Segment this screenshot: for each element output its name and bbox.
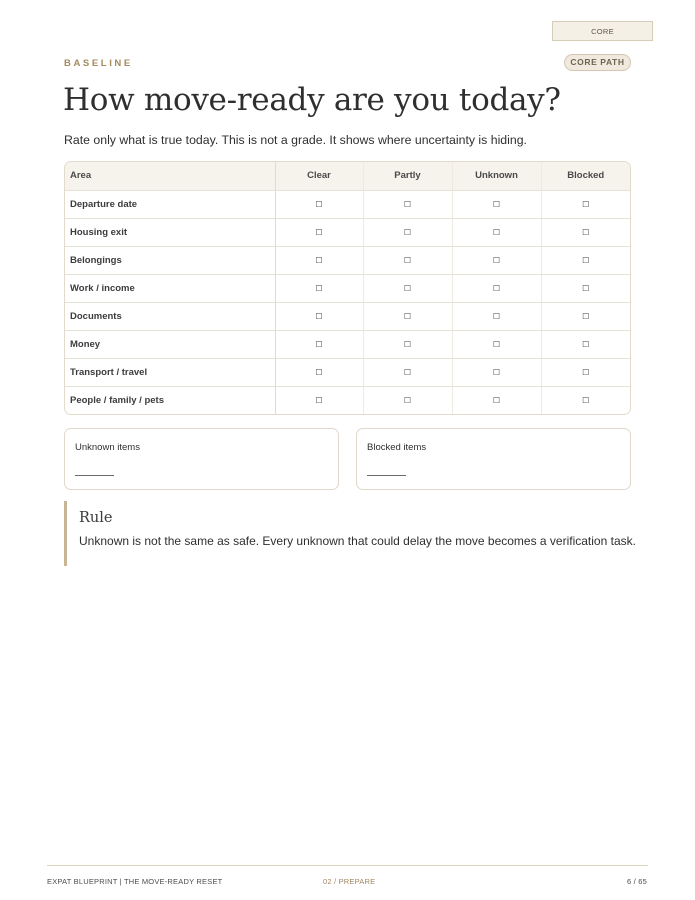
checkbox-unknown[interactable]: ☐	[492, 367, 501, 377]
checkbox-clear[interactable]: ☐	[315, 283, 323, 293]
cell-partly	[363, 302, 452, 330]
table-body	[65, 190, 630, 414]
cell-blocked	[541, 190, 630, 218]
row-area-label: Documents	[65, 302, 275, 330]
cell-blocked	[541, 274, 630, 302]
readiness-table	[65, 162, 630, 414]
cell-clear	[275, 330, 363, 358]
checkbox-blocked[interactable]: ☐	[582, 367, 590, 377]
page-subtitle: Rate only what is true today. This is not a grade. It shows where uncertainty is hiding.	[64, 133, 527, 147]
checkbox-partly[interactable]: ☐	[403, 199, 412, 209]
checkbox-blocked[interactable]: ☐	[582, 339, 590, 349]
cell-clear	[275, 386, 363, 414]
checkbox-partly[interactable]: ☐	[403, 227, 412, 237]
row-area-label: People / family / pets	[65, 386, 275, 414]
cell-clear	[275, 274, 363, 302]
cell-partly	[363, 246, 452, 274]
section-eyebrow: BASELINE	[64, 58, 133, 69]
cell-blocked	[541, 358, 630, 386]
footer-divider	[47, 865, 648, 866]
blocked-items-label: Blocked items	[367, 442, 427, 453]
checkbox-clear[interactable]: ☐	[315, 367, 323, 377]
cell-blocked	[541, 246, 630, 274]
table-row	[65, 274, 630, 302]
cell-unknown	[452, 358, 541, 386]
checkbox-unknown[interactable]: ☐	[492, 283, 501, 293]
checkbox-clear[interactable]: ☐	[315, 255, 323, 265]
row-area-label: Transport / travel	[65, 358, 275, 386]
checkbox-partly[interactable]: ☐	[403, 283, 412, 293]
column-header-partly: Partly	[363, 162, 452, 190]
cell-partly	[363, 386, 452, 414]
cell-unknown	[452, 330, 541, 358]
cell-unknown	[452, 274, 541, 302]
page-title: How move-ready are you today?	[63, 82, 561, 118]
cell-blocked	[541, 218, 630, 246]
unknown-items-card[interactable]	[64, 428, 339, 490]
cell-clear	[275, 358, 363, 386]
cell-partly	[363, 274, 452, 302]
column-header-blocked: Blocked	[541, 162, 630, 190]
cell-blocked	[541, 330, 630, 358]
checkbox-clear[interactable]: ☐	[315, 227, 323, 237]
cell-partly	[363, 330, 452, 358]
checkbox-unknown[interactable]: ☐	[492, 311, 501, 321]
checkbox-clear[interactable]: ☐	[315, 199, 323, 209]
checkbox-unknown[interactable]: ☐	[492, 199, 501, 209]
page-number: 6 / 65	[627, 877, 647, 886]
core-tag: CORE	[552, 21, 653, 41]
checkbox-blocked[interactable]: ☐	[582, 199, 590, 209]
readiness-grid	[64, 161, 631, 415]
checkbox-partly[interactable]: ☐	[403, 395, 412, 405]
checkbox-clear[interactable]: ☐	[315, 311, 323, 321]
cell-clear	[275, 218, 363, 246]
table-row	[65, 302, 630, 330]
cell-unknown	[452, 218, 541, 246]
cell-clear	[275, 302, 363, 330]
cell-clear	[275, 246, 363, 274]
table-row	[65, 330, 630, 358]
unknown-items-label: Unknown items	[75, 442, 140, 453]
cell-unknown	[452, 386, 541, 414]
rule-callout	[64, 501, 636, 566]
checkbox-partly[interactable]: ☐	[403, 367, 412, 377]
cell-partly	[363, 190, 452, 218]
rule-title: Rule	[79, 510, 113, 526]
cell-unknown	[452, 302, 541, 330]
rule-text: Unknown is not the same as safe. Every unknown that could delay the move becomes a verification task.	[79, 534, 636, 548]
table-row	[65, 386, 630, 414]
table-row	[65, 218, 630, 246]
column-header-clear: Clear	[275, 162, 363, 190]
row-area-label: Belongings	[65, 246, 275, 274]
cell-unknown	[452, 246, 541, 274]
row-area-label: Money	[65, 330, 275, 358]
footer-section: 02 / PREPARE	[323, 877, 376, 886]
checkbox-clear[interactable]: ☐	[315, 339, 323, 349]
cell-partly	[363, 218, 452, 246]
checkbox-blocked[interactable]: ☐	[582, 227, 590, 237]
checkbox-blocked[interactable]: ☐	[582, 255, 590, 265]
row-area-label: Housing exit	[65, 218, 275, 246]
checkbox-blocked[interactable]: ☐	[582, 395, 590, 405]
checkbox-blocked[interactable]: ☐	[582, 283, 590, 293]
checkbox-partly[interactable]: ☐	[403, 339, 412, 349]
footer-book-title: EXPAT BLUEPRINT | THE MOVE-READY RESET	[47, 877, 223, 886]
row-area-label: Departure date	[65, 190, 275, 218]
column-header-unknown: Unknown	[452, 162, 541, 190]
checkbox-unknown[interactable]: ☐	[492, 255, 501, 265]
core-path-badge: CORE PATH	[564, 54, 631, 71]
write-in-line	[367, 475, 406, 476]
write-in-line	[75, 475, 114, 476]
table-row	[65, 190, 630, 218]
blocked-items-card[interactable]	[356, 428, 631, 490]
checkbox-unknown[interactable]: ☐	[492, 339, 501, 349]
table-row	[65, 358, 630, 386]
table-row	[65, 246, 630, 274]
checkbox-partly[interactable]: ☐	[403, 311, 412, 321]
checkbox-unknown[interactable]: ☐	[492, 395, 501, 405]
checkbox-unknown[interactable]: ☐	[492, 227, 501, 237]
column-header-area: Area	[65, 162, 275, 190]
table-header-row	[65, 162, 630, 190]
cell-blocked	[541, 302, 630, 330]
cell-partly	[363, 358, 452, 386]
checkbox-blocked[interactable]: ☐	[582, 311, 590, 321]
checkbox-clear[interactable]: ☐	[315, 395, 323, 405]
cell-unknown	[452, 190, 541, 218]
row-area-label: Work / income	[65, 274, 275, 302]
checkbox-partly[interactable]: ☐	[403, 255, 412, 265]
cell-clear	[275, 190, 363, 218]
cell-blocked	[541, 386, 630, 414]
